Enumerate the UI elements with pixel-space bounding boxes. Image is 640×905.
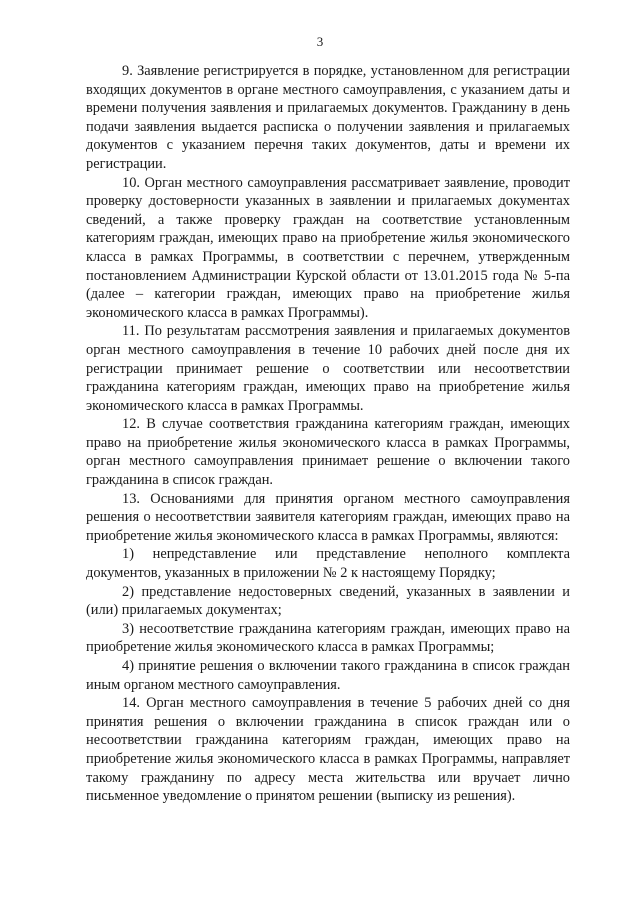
list-item-3: 3) несоответствие гражданина категориям граждан, имеющих право на приобретение жилья экономического класса в рамках Программы; <box>86 620 570 656</box>
page-number: 3 <box>316 34 324 49</box>
list-item-1: 1) непредставление или представление неполного комплекта документов, указанных в приложении № 2 к настоящему Порядку; <box>86 546 570 582</box>
document-body <box>86 62 570 806</box>
list-item-2: 2) представление недостоверных сведений, указанных в заявлении и (или) прилагаемых документах; <box>86 583 570 619</box>
paragraph-13: 13. Основаниями для принятия органом местного самоуправления решения о несоответствии заявителя категориям граждан, имеющих право на приобретение жилья экономического класса в рамках Программы, являются: <box>86 490 570 544</box>
paragraph-11: 11. По результатам рассмотрения заявления и прилагаемых документов орган местного самоуправления в течение 10 рабочих дней после дня их регистрации принимает решение о соответствии или несоответствии гражданина категориям граждан, имеющих право на приобретение жилья экономического класса в рамках Программы. <box>86 323 570 414</box>
paragraph-12: 12. В случае соответствия гражданина категориям граждан, имеющих право на приобретение жилья экономического класса в рамках Программы, орган местного самоуправления принимает решение о включении такого гражданина в список граждан. <box>86 416 570 489</box>
paragraph-9: 9. Заявление регистрируется в порядке, установленном для регистрации входящих документов в органе местного самоуправления, с указанием даты и времени получения заявления и прилагаемых документов. Гражданину в день подачи заявления выдается расписка о получении заявления и прилагаемых документов с указанием перечня таких документов, даты и времени их регистрации. <box>86 63 570 172</box>
list-item-4: 4) принятие решения о включении такого гражданина в список граждан иным органом местного самоуправления. <box>86 658 570 693</box>
paragraph-14: 14. Орган местного самоуправления в течение 5 рабочих дней со дня принятия решения о включении гражданина в список граждан или о несоответствии гражданина категориям граждан, имеющих право на приобретение жилья экономического класса в рамках Программы, направляет такому гражданину по адресу места жительства или вручает лично письменное уведомление о принятом решении (выписку из решения). <box>86 695 570 805</box>
paragraph-10: 10. Орган местного самоуправления рассматривает заявление, проводит проверку достоверности указанных в заявлении и прилагаемых документах сведений, а также проверку граждан на соответствие установленным категориям граждан, имеющих право на приобретение жилья экономического класса в рамках Программы, в соответствии с перечнем, утвержденным постановлением Администрации Курской области от 13.01.2015 года № 5-па (далее – категории граждан, имеющих право на приобретение жилья экономического класса в рамках Программы). <box>86 174 570 321</box>
